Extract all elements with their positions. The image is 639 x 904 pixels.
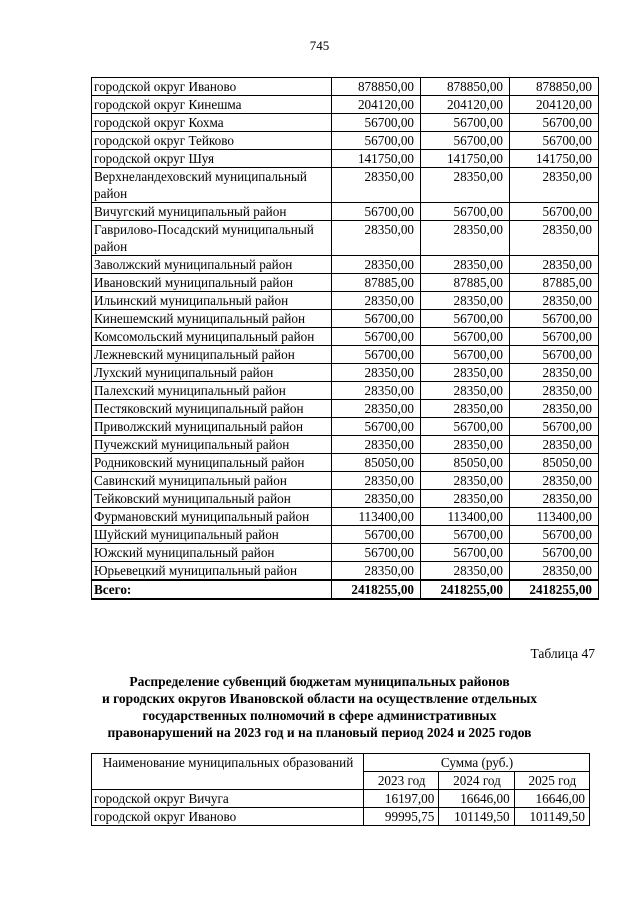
table-number-label: Таблица 47 bbox=[530, 646, 595, 661]
amount-cell: 28350,00 bbox=[421, 256, 510, 274]
amount-cell: 204120,00 bbox=[332, 96, 421, 114]
amount-cell: 16197,00 bbox=[364, 790, 439, 808]
amount-cell: 28350,00 bbox=[510, 436, 599, 454]
municipality-name: Тейковский муниципальный район bbox=[92, 490, 332, 508]
amount-cell: 28350,00 bbox=[421, 436, 510, 454]
amount-cell: 56700,00 bbox=[510, 203, 599, 221]
table-row bbox=[92, 364, 599, 382]
table-row bbox=[92, 490, 599, 508]
amount-cell: 56700,00 bbox=[421, 132, 510, 150]
amount-cell: 56700,00 bbox=[510, 114, 599, 132]
amount-cell: 28350,00 bbox=[510, 221, 599, 256]
table-row bbox=[92, 346, 599, 364]
amount-cell: 56700,00 bbox=[510, 526, 599, 544]
amount-cell: 2418255,00 bbox=[332, 580, 421, 599]
administrative-offenses-table bbox=[91, 753, 590, 826]
amount-cell: 56700,00 bbox=[510, 418, 599, 436]
amount-cell: 28350,00 bbox=[421, 221, 510, 256]
amount-cell: 56700,00 bbox=[332, 328, 421, 346]
table-row bbox=[92, 472, 599, 490]
amount-cell: 28350,00 bbox=[332, 221, 421, 256]
amount-cell: 28350,00 bbox=[510, 490, 599, 508]
table-row bbox=[92, 418, 599, 436]
municipality-name: Всего: bbox=[92, 580, 332, 599]
amount-cell: 56700,00 bbox=[332, 544, 421, 562]
amount-cell: 28350,00 bbox=[510, 382, 599, 400]
heading-line: и городских округов Ивановской области на осуществление отдельных bbox=[101, 691, 538, 706]
amount-cell: 28350,00 bbox=[421, 168, 510, 203]
amount-cell: 28350,00 bbox=[332, 382, 421, 400]
table-row bbox=[92, 132, 599, 150]
table-row bbox=[92, 328, 599, 346]
table-row bbox=[92, 580, 599, 599]
table-row bbox=[92, 256, 599, 274]
municipality-name: Южский муниципальный район bbox=[92, 544, 332, 562]
column-header-year: 2025 год bbox=[514, 772, 589, 790]
municipality-name: Приволжский муниципальный район bbox=[92, 418, 332, 436]
table-row bbox=[92, 544, 599, 562]
amount-cell: 28350,00 bbox=[510, 364, 599, 382]
amount-cell: 141750,00 bbox=[332, 150, 421, 168]
municipality-name: Фурмановский муниципальный район bbox=[92, 508, 332, 526]
amount-cell: 87885,00 bbox=[332, 274, 421, 292]
amount-cell: 28350,00 bbox=[510, 292, 599, 310]
amount-cell: 101149,50 bbox=[439, 808, 514, 826]
column-header-year: 2024 год bbox=[439, 772, 514, 790]
municipality-name: Заволжский муниципальный район bbox=[92, 256, 332, 274]
amount-cell: 56700,00 bbox=[421, 346, 510, 364]
municipality-name: городской округ Кинешма bbox=[92, 96, 332, 114]
municipality-name: Шуйский муниципальный район bbox=[92, 526, 332, 544]
amount-cell: 56700,00 bbox=[332, 418, 421, 436]
amount-cell: 28350,00 bbox=[421, 490, 510, 508]
amount-cell: 101149,50 bbox=[514, 808, 589, 826]
table-row bbox=[92, 562, 599, 581]
amount-cell: 56700,00 bbox=[332, 310, 421, 328]
municipality-name: городской округ Вичуга bbox=[92, 790, 364, 808]
amount-cell: 28350,00 bbox=[510, 168, 599, 203]
amount-cell: 56700,00 bbox=[510, 132, 599, 150]
amount-cell: 28350,00 bbox=[421, 364, 510, 382]
municipality-name: городской округ Кохма bbox=[92, 114, 332, 132]
table-row bbox=[92, 150, 599, 168]
heading-line: Распределение субвенций бюджетам муниципальных районов bbox=[129, 674, 510, 689]
amount-cell: 2418255,00 bbox=[510, 580, 599, 599]
municipality-name: Пучежский муниципальный район bbox=[92, 436, 332, 454]
amount-cell: 28350,00 bbox=[510, 256, 599, 274]
table-row bbox=[92, 400, 599, 418]
amount-cell: 878850,00 bbox=[421, 78, 510, 96]
amount-cell: 56700,00 bbox=[421, 203, 510, 221]
municipality-name: Пестяковский муниципальный район bbox=[92, 400, 332, 418]
table-row bbox=[92, 78, 599, 96]
amount-cell: 56700,00 bbox=[510, 328, 599, 346]
municipality-name: Ильинский муниципальный район bbox=[92, 292, 332, 310]
municipality-name: Лухский муниципальный район bbox=[92, 364, 332, 382]
amount-cell: 28350,00 bbox=[332, 490, 421, 508]
table-row bbox=[92, 114, 599, 132]
amount-cell: 28350,00 bbox=[332, 168, 421, 203]
table-heading bbox=[0, 673, 639, 741]
amount-cell: 56700,00 bbox=[421, 526, 510, 544]
amount-cell: 28350,00 bbox=[510, 562, 599, 581]
amount-cell: 28350,00 bbox=[421, 292, 510, 310]
table-row bbox=[92, 790, 590, 808]
amount-cell: 28350,00 bbox=[421, 382, 510, 400]
column-header-year: 2023 год bbox=[364, 772, 439, 790]
amount-cell: 56700,00 bbox=[332, 346, 421, 364]
table-row bbox=[92, 274, 599, 292]
amount-cell: 87885,00 bbox=[421, 274, 510, 292]
table-row bbox=[92, 221, 599, 256]
municipality-name: Комсомольский муниципальный район bbox=[92, 328, 332, 346]
amount-cell: 56700,00 bbox=[332, 132, 421, 150]
municipality-name: городской округ Тейково bbox=[92, 132, 332, 150]
amount-cell: 28350,00 bbox=[332, 400, 421, 418]
amount-cell: 56700,00 bbox=[421, 418, 510, 436]
municipality-name: городской округ Шуя bbox=[92, 150, 332, 168]
amount-cell: 113400,00 bbox=[421, 508, 510, 526]
municipality-name: Ивановский муниципальный район bbox=[92, 274, 332, 292]
table-row bbox=[92, 454, 599, 472]
amount-cell: 2418255,00 bbox=[421, 580, 510, 599]
amount-cell: 28350,00 bbox=[510, 472, 599, 490]
amount-cell: 56700,00 bbox=[510, 544, 599, 562]
amount-cell: 28350,00 bbox=[421, 472, 510, 490]
amount-cell: 28350,00 bbox=[332, 436, 421, 454]
table-row bbox=[92, 808, 590, 826]
amount-cell: 113400,00 bbox=[510, 508, 599, 526]
amount-cell: 85050,00 bbox=[510, 454, 599, 472]
column-header-name: Наименование муниципальных образований bbox=[92, 754, 364, 790]
column-header-sum: Сумма (руб.) bbox=[364, 754, 590, 772]
page-number: 745 bbox=[309, 38, 330, 53]
subsidy-table-continued bbox=[91, 77, 599, 600]
amount-cell: 878850,00 bbox=[510, 78, 599, 96]
amount-cell: 56700,00 bbox=[510, 310, 599, 328]
amount-cell: 16646,00 bbox=[514, 790, 589, 808]
table-row bbox=[92, 203, 599, 221]
municipality-name: Савинский муниципальный район bbox=[92, 472, 332, 490]
amount-cell: 28350,00 bbox=[421, 562, 510, 581]
table-row bbox=[92, 436, 599, 454]
amount-cell: 56700,00 bbox=[421, 310, 510, 328]
amount-cell: 56700,00 bbox=[421, 114, 510, 132]
municipality-name: Верхнеландеховский муниципальный район bbox=[92, 168, 332, 203]
amount-cell: 204120,00 bbox=[421, 96, 510, 114]
amount-cell: 56700,00 bbox=[421, 328, 510, 346]
amount-cell: 113400,00 bbox=[332, 508, 421, 526]
municipality-name: Родниковский муниципальный район bbox=[92, 454, 332, 472]
amount-cell: 87885,00 bbox=[510, 274, 599, 292]
municipality-name: городской округ Иваново bbox=[92, 808, 364, 826]
heading-line: государственных полномочий в сфере административных bbox=[142, 708, 497, 723]
municipality-name: Палехский муниципальный район bbox=[92, 382, 332, 400]
amount-cell: 28350,00 bbox=[332, 292, 421, 310]
table-row bbox=[92, 96, 599, 114]
municipality-name: Гаврилово-Посадский муниципальный район bbox=[92, 221, 332, 256]
amount-cell: 28350,00 bbox=[332, 472, 421, 490]
amount-cell: 85050,00 bbox=[421, 454, 510, 472]
amount-cell: 56700,00 bbox=[332, 526, 421, 544]
municipality-name: Кинешемский муниципальный район bbox=[92, 310, 332, 328]
amount-cell: 28350,00 bbox=[332, 364, 421, 382]
amount-cell: 141750,00 bbox=[510, 150, 599, 168]
amount-cell: 56700,00 bbox=[421, 544, 510, 562]
amount-cell: 28350,00 bbox=[332, 256, 421, 274]
amount-cell: 141750,00 bbox=[421, 150, 510, 168]
amount-cell: 28350,00 bbox=[510, 400, 599, 418]
amount-cell: 878850,00 bbox=[332, 78, 421, 96]
table-row bbox=[92, 382, 599, 400]
municipality-name: Юрьевецкий муниципальный район bbox=[92, 562, 332, 581]
table-row bbox=[92, 508, 599, 526]
amount-cell: 56700,00 bbox=[332, 203, 421, 221]
municipality-name: Вичугский муниципальный район bbox=[92, 203, 332, 221]
amount-cell: 16646,00 bbox=[439, 790, 514, 808]
municipality-name: Лежневский муниципальный район bbox=[92, 346, 332, 364]
amount-cell: 28350,00 bbox=[421, 400, 510, 418]
table-row bbox=[92, 310, 599, 328]
amount-cell: 56700,00 bbox=[332, 114, 421, 132]
amount-cell: 56700,00 bbox=[510, 346, 599, 364]
amount-cell: 204120,00 bbox=[510, 96, 599, 114]
table-row bbox=[92, 292, 599, 310]
amount-cell: 85050,00 bbox=[332, 454, 421, 472]
table-row bbox=[92, 168, 599, 203]
heading-line: правонарушений на 2023 год и на плановый период 2024 и 2025 годов bbox=[107, 725, 532, 740]
table-row bbox=[92, 526, 599, 544]
municipality-name: городской округ Иваново bbox=[92, 78, 332, 96]
amount-cell: 99995,75 bbox=[364, 808, 439, 826]
amount-cell: 28350,00 bbox=[332, 562, 421, 581]
